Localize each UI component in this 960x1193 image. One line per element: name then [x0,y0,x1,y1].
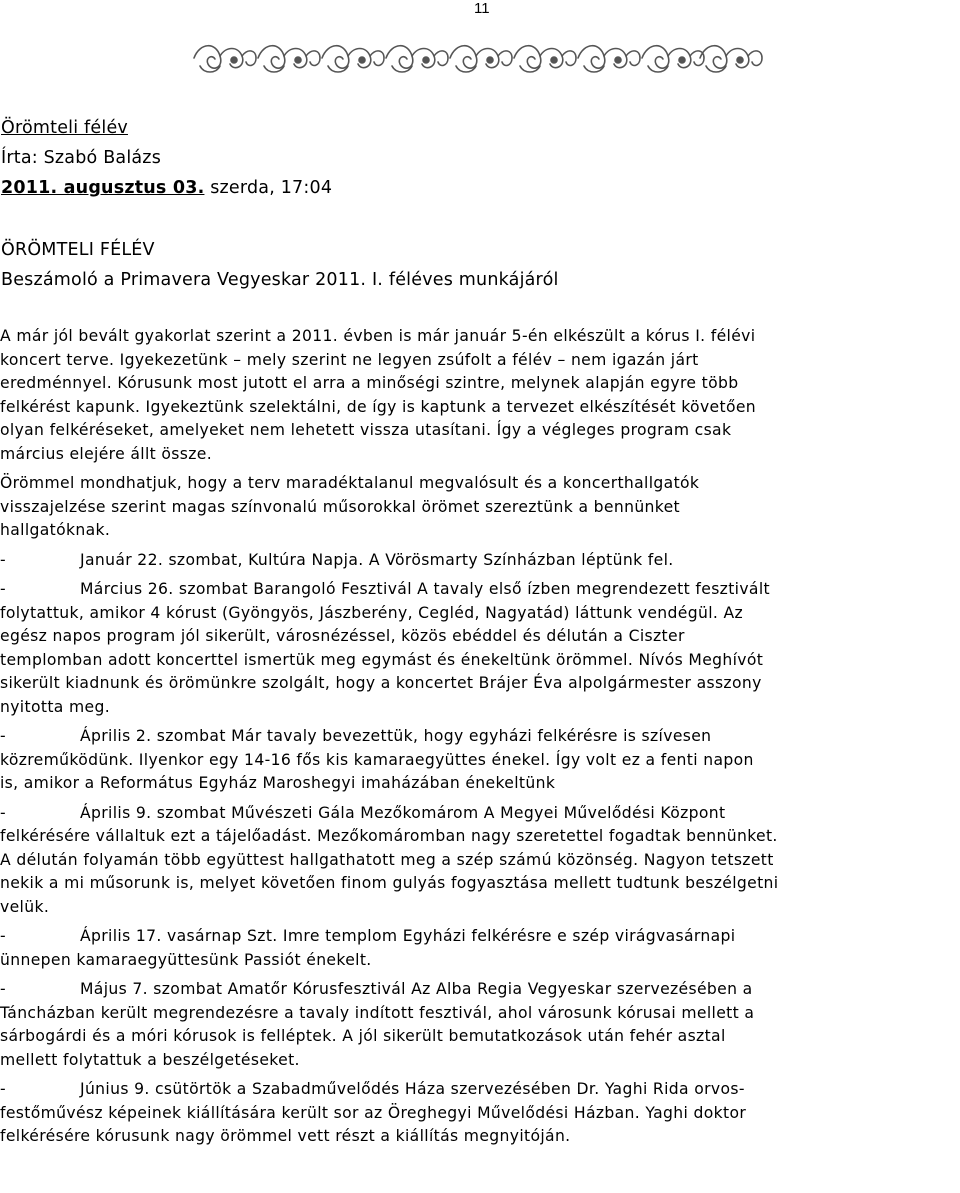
event-line: Április 2. szombat Már tavaly bevezettük, hogy egyházi felkérésre is szívesen [80,727,712,745]
event-item [0,578,958,719]
event-line: Március 26. szombat Barangoló Fesztivál A tavaly első ízben megrendezett fesztivált [80,580,770,598]
summary-line: hallgatóknak. [0,521,111,539]
page-number: 11 [474,0,490,17]
event-line: Június 9. csütörtök a Szabadművelődés Háza szervezésében Dr. Yaghi Rida orvos- [80,1080,745,1098]
event-line: templomban adott koncerttel ismertük meg egymást és énekeltünk örömmel. Nívós Meghívót [0,650,764,669]
article-subheading: Beszámoló a Primavera Vegyeskar 2011. I. féléves munkájáról [1,270,559,290]
event-item [0,978,958,1072]
article-date-link[interactable]: 2011. augusztus 03. [1,178,205,198]
event-line: felkérésére vállaltuk ezt a tájelőadást. Mezőkomáromban nagy szeretettel fogadtak bennünket. [0,827,778,845]
summary-line: visszajelzése szerint magas színvonalú műsorokkal örömet szereztünk a bennünket [0,497,681,516]
event-line: festőművész képeinek kiállítására került sor az Öreghegyi Művelődési Házban. Yaghi doktor [0,1103,747,1122]
event-line: Április 9. szombat Művészeti Gála Mezőkomárom A Megyei Művelődési Központ [80,803,726,822]
event-line: felkérésére kórusunk nagy örömmel vett részt a kiállítás megnyitóján. [0,1127,571,1145]
event-line: velük. [0,897,50,916]
event-line: Táncházban került megrendezésre a tavaly indított fesztivál, ahol városunk kórusai mellett a [0,1003,755,1022]
intro-line: olyan felkéréseket, amelyeket nem lehetett vissza utasítani. Így a végleges program csak [0,421,732,439]
event-line: folytattuk, amikor 4 kórust (Gyöngyös, Jászberény, Cegléd, Nagyatád) láttunk vendégül. Az [0,603,744,622]
list-dash: - [0,727,6,745]
list-dash: - [0,927,6,945]
intro-line: eredménnyel. Kórusunk most jutott el arra a minőségi szintre, melynek alapján egyre több [0,374,739,392]
summary-line: Örömmel mondhatjuk, hogy a terv maradéktalanul megvalósult és a koncerthallgatók [0,474,700,492]
event-line: mellett folytattuk a beszélgetéseket. [0,1050,300,1069]
event-line: nekik a mi műsorunk is, melyet követően finom gulyás fogyasztása mellett tudtunk beszélgetni [0,874,779,892]
event-line: sárbogárdi és a móri kórusok is felléptek. A jól sikerült bemutatkozások után fehér asztal [0,1027,726,1045]
event-item [0,802,958,920]
article-header [1,113,559,295]
event-line: ünnepen kamaraegyüttesünk Passiót énekelt. [0,950,372,969]
event-line: közreműködünk. Ilyenkor egy 14-16 fős kis kamaraegyüttes énekel. Így volt ez a fenti napon [0,750,754,769]
article-body [0,325,958,1149]
article-author: Írta: Szabó Balázs [1,148,162,168]
intro-line: felkérést kapunk. Igyekeztünk szelektálni, de így is kaptunk a tervezet elkészítését követően [0,397,757,416]
event-item [0,925,958,972]
list-dash: - [0,580,6,598]
event-line: Január 22. szombat, Kultúra Napja. A Vörösmarty Színházban léptünk fel. [80,550,674,569]
event-item [0,549,958,573]
event-line: egész napos program jól sikerült, városnézéssel, közös ebéddel és délután a Ciszter [0,627,685,645]
event-line: is, amikor a Református Egyház Maroshegyi imaházában énekeltünk [0,774,556,792]
event-line: Május 7. szombat Amatőr Kórusfesztivál Az Alba Regia Vegyeskar szervezésében a [80,980,753,998]
event-item [0,725,958,796]
intro-line: március elejére állt össze. [0,444,213,463]
event-line: nyitotta meg. [0,697,111,716]
article-date-rest: szerda, 17:04 [204,178,333,198]
list-dash: - [0,550,6,569]
intro-paragraph [0,325,958,466]
list-dash: - [0,980,6,998]
list-dash: - [0,1080,6,1098]
event-line: sikerült kiadnunk és örömünkre szolgált, hogy a koncertet Brájer Éva alpolgármester asszony [0,674,762,692]
event-line: Április 17. vasárnap Szt. Imre templom Egyházi felkérésre e szép virágvasárnapi [80,927,736,945]
decorative-ornament-border [190,38,768,78]
article-date [1,173,559,203]
summary-paragraph [0,472,958,543]
event-line: A délután folyamán több együttest hallgathatott meg a szép számú közönség. Nagyon tetszett [0,850,774,869]
intro-line: A már jól bevált gyakorlat szerint a 2011. évben is már január 5-én elkészült a kórus I. félévi [0,327,756,345]
article-title-link[interactable]: Örömteli félév [1,118,128,138]
list-dash: - [0,803,6,822]
article-heading: ÖRÖMTELI FÉLÉV [1,240,155,260]
intro-line: koncert terve. Igyekezetünk – mely szerint ne legyen zsúfolt a félév – nem igazán járt [0,350,699,369]
event-item [0,1078,958,1149]
